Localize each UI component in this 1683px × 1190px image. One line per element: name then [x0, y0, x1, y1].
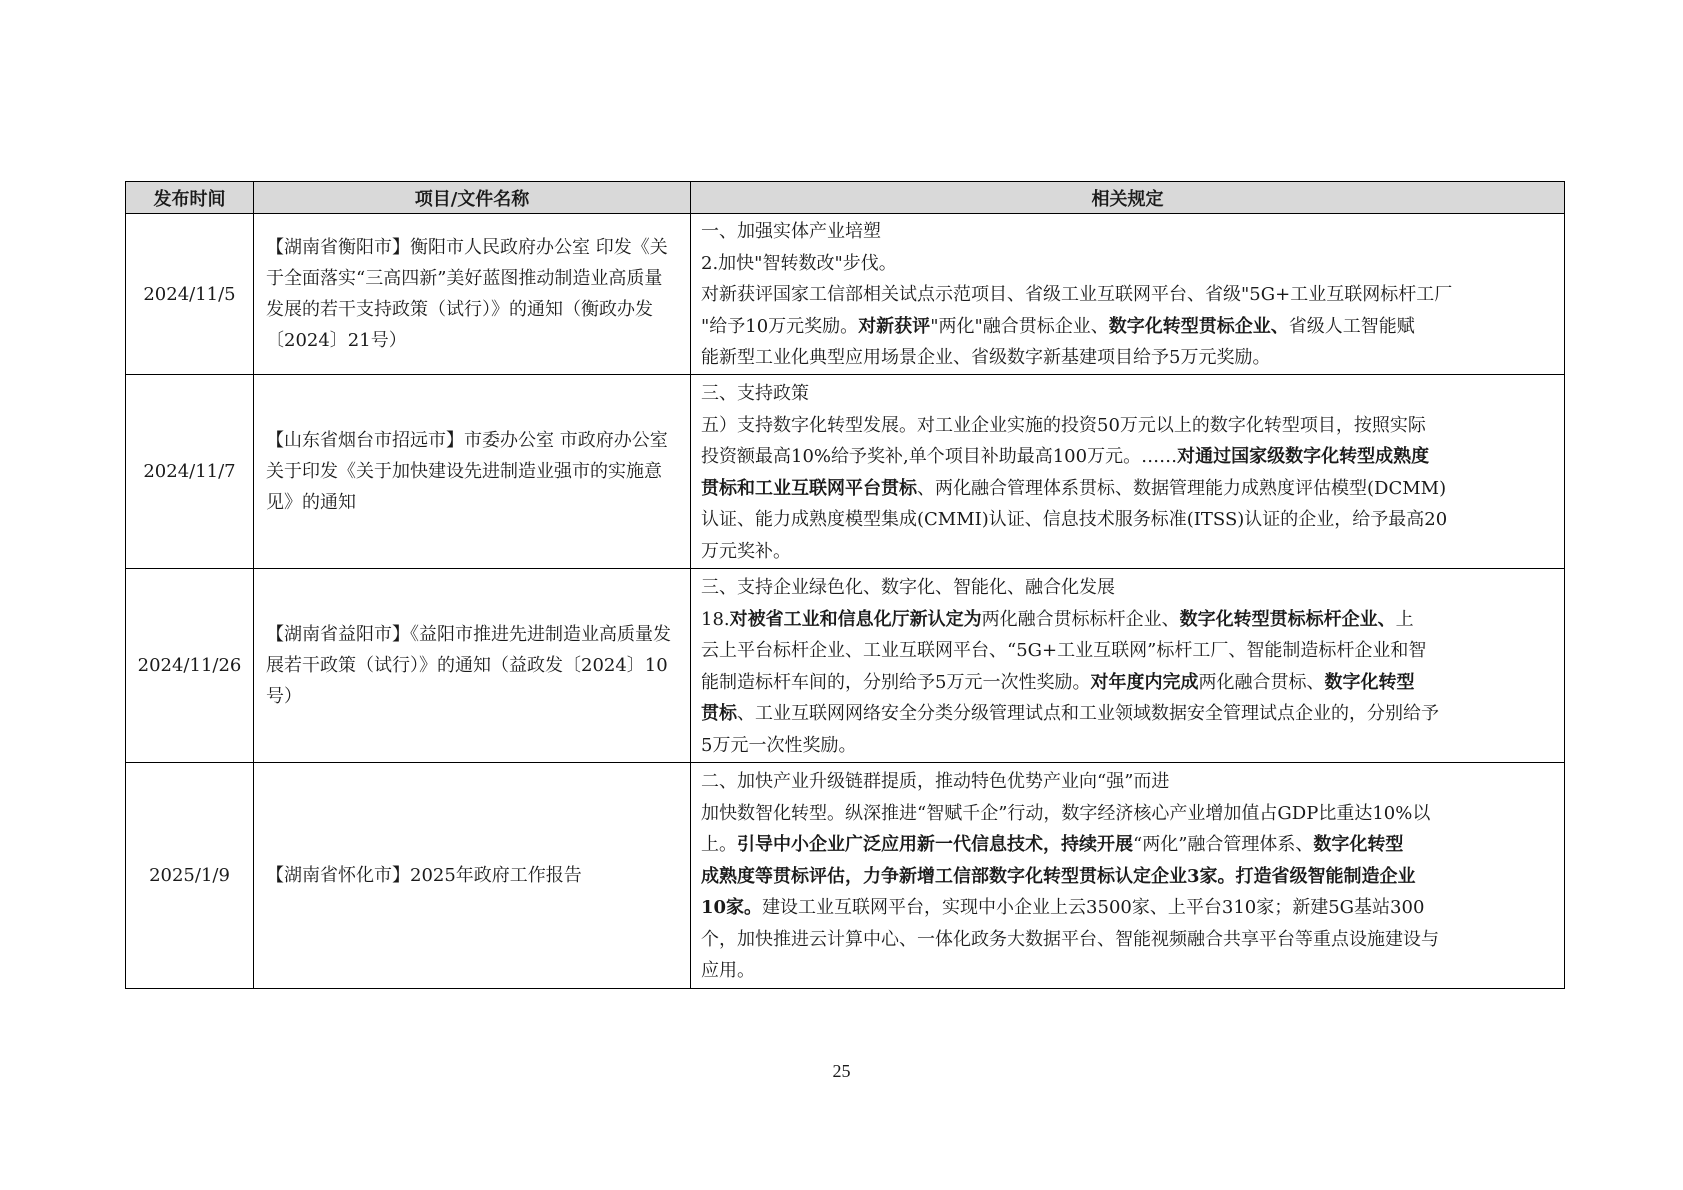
rule-text: 三、支持企业绿色化、数字化、智能化、融合化发展 — [701, 577, 1115, 598]
rule-text: 上 — [1395, 608, 1414, 630]
rule-text-bold: 数字化转型 — [1324, 671, 1415, 693]
rule-line — [701, 604, 1556, 636]
row-title: 2025年政府工作报告 — [410, 865, 582, 886]
rule-line — [701, 504, 1556, 536]
row-date: 2025/1/9 — [126, 763, 254, 989]
rule-line — [701, 861, 1556, 893]
table-header-row — [126, 182, 1565, 214]
header-rules: 相关规定 — [691, 182, 1565, 214]
rule-text: “两化”融合管理体系、 — [1133, 834, 1314, 856]
rule-text-bold: 数字化转型贯标标杆企业、 — [1179, 608, 1396, 630]
rule-line — [701, 730, 1556, 762]
rule-text: 一、加强实体产业培塑 — [701, 221, 881, 243]
rule-text: 云上平台标杆企业、工业互联网平台、“5G+工业互联网”标杆工厂、智能制造标杆企业和智 — [701, 640, 1427, 661]
rule-text: "给予10万元奖励。 — [701, 315, 859, 337]
rule-text: 能制造标杆车间的，分别给予5万元一次性奖励。 — [701, 671, 1091, 693]
table-row — [126, 214, 1565, 375]
row-title: 市委办公室 市政府办公室关于印发《关于加快建设先进制造业强市的实施意见》的通知 — [266, 430, 668, 513]
table-row — [126, 763, 1565, 989]
row-document-name — [254, 763, 691, 989]
policy-table — [125, 181, 1565, 989]
rule-text: 建设工业互联网平台，实现中小企业上云3500家、上平台310家；新建5G基站300 — [762, 897, 1425, 919]
rule-text: 省级人工智能赋 — [1288, 315, 1415, 337]
row-date: 2024/11/5 — [126, 214, 254, 375]
row-region: 【湖南省衡阳市】 — [266, 237, 410, 258]
rule-line — [701, 572, 1556, 604]
rule-text: 个，加快推进云计算中心、一体化政务大数据平台、智能视频融合共享平台等重点设施建设与 — [701, 928, 1439, 950]
row-date: 2024/11/7 — [126, 375, 254, 569]
rule-line — [701, 635, 1556, 667]
rule-line — [701, 410, 1556, 442]
row-document-name — [254, 214, 691, 375]
rule-text-bold: 对被省工业和信息化厅新认定为 — [729, 608, 982, 630]
rule-line — [701, 342, 1556, 374]
rule-text: 、工业互联网网络安全分类分级管理试点和工业领域数据安全管理试点企业的，分别给予 — [737, 703, 1439, 724]
rule-text-bold: 10家。 — [701, 897, 763, 919]
rule-text: 5万元一次性奖励。 — [701, 734, 857, 756]
row-date: 2024/11/26 — [126, 569, 254, 763]
rule-text-bold: 引导中小企业广泛应用新一代信息技术，持续开展 — [737, 834, 1133, 856]
rule-text: 投资额最高10%给予奖补,单个项目补助最高100万元。…… — [701, 446, 1178, 467]
rule-text: 2.加快"智转数改"步伐。 — [701, 252, 897, 274]
row-rules — [691, 569, 1565, 763]
rule-text: 、两化融合管理体系贯标、数据管理能力成熟度评估模型(DCMM) — [917, 477, 1447, 499]
rule-text: 18. — [701, 608, 730, 630]
row-region: 【湖南省益阳市】 — [266, 624, 410, 645]
rule-text: "两化"融合贯标企业、 — [930, 315, 1109, 337]
rule-line — [701, 955, 1556, 987]
row-document-name — [254, 569, 691, 763]
rule-text: 五）支持数字化转型发展。对工业企业实施的投资50万元以上的数字化转型项目，按照实际 — [701, 414, 1426, 436]
rule-text: 能新型工业化典型应用场景企业、省级数字新基建项目给予5万元奖励。 — [701, 347, 1271, 369]
rule-line — [701, 441, 1556, 473]
rule-line — [701, 798, 1556, 830]
row-rules — [691, 763, 1565, 989]
rule-text: 对新获评国家工信部相关试点示范项目、省级工业互联网平台、省级"5G+工业互联网标杆工厂 — [701, 284, 1453, 306]
row-title: 《益阳市推进先进制造业高质量发展若干政策（试行）》的通知（益政发〔2024〕10号） — [266, 624, 671, 707]
rule-line — [701, 829, 1556, 861]
rule-text: 认证、能力成熟度模型集成(CMMI)认证、信息技术服务标准(ITSS)认证的企业，给予最高20 — [701, 509, 1448, 530]
rule-text-bold: 数字化转型贯标企业、 — [1108, 315, 1289, 337]
table-row — [126, 569, 1565, 763]
rule-line — [701, 924, 1556, 956]
rule-text-bold: 贯标和工业互联网平台贯标 — [701, 477, 917, 499]
row-region: 【湖南省怀化市】 — [266, 865, 410, 886]
rule-text-bold: 对新获评 — [858, 315, 931, 337]
rule-text: 两化融合贯标、 — [1198, 671, 1325, 693]
rule-line — [701, 766, 1556, 798]
row-rules — [691, 375, 1565, 569]
rule-text-bold: 贯标 — [701, 703, 737, 724]
rule-text-bold: 成熟度等贯标评估，力争新增工信部数字化转型贯标认定企业3家。打造省级智能制造企业 — [701, 865, 1416, 887]
rule-text-bold: 对年度内完成 — [1090, 671, 1199, 693]
row-title: 衡阳市人民政府办公室 印发《关于全面落实“三高四新”美好蓝图推动制造业高质量发展的若干支持政策（试行）》的通知（衡政办发〔2024〕21号） — [266, 237, 668, 351]
rule-text-bold: 对通过国家级数字化转型成熟度 — [1177, 446, 1430, 467]
rule-line — [701, 378, 1556, 410]
rule-line — [701, 473, 1556, 505]
rule-text-bold: 数字化转型 — [1313, 834, 1404, 856]
rule-line — [701, 311, 1556, 343]
rule-line — [701, 279, 1556, 311]
rule-text: 应用。 — [701, 960, 755, 982]
rule-text: 上。 — [701, 834, 737, 856]
row-rules — [691, 214, 1565, 375]
row-document-name — [254, 375, 691, 569]
rule-line — [701, 892, 1556, 924]
header-date: 发布时间 — [126, 182, 254, 214]
rule-line — [701, 536, 1556, 568]
row-region: 【山东省烟台市招远市】 — [266, 430, 464, 451]
rule-text: 三、支持政策 — [701, 383, 809, 404]
rule-line — [701, 698, 1556, 730]
rule-line — [701, 248, 1556, 280]
table-row — [126, 375, 1565, 569]
rule-line — [701, 667, 1556, 699]
rule-text: 万元奖补。 — [701, 540, 791, 562]
rule-text: 两化融合贯标标杆企业、 — [981, 608, 1180, 630]
page-number: 25 — [832, 1061, 851, 1081]
rule-line — [701, 216, 1556, 248]
rule-text: 加快数智化转型。纵深推进“智赋千企”行动，数字经济核心产业增加值占GDP比重达10%以 — [701, 802, 1431, 824]
header-name: 项目/文件名称 — [254, 182, 691, 214]
rule-text: 二、加快产业升级链群提质，推动特色优势产业向“强”而进 — [701, 771, 1170, 793]
